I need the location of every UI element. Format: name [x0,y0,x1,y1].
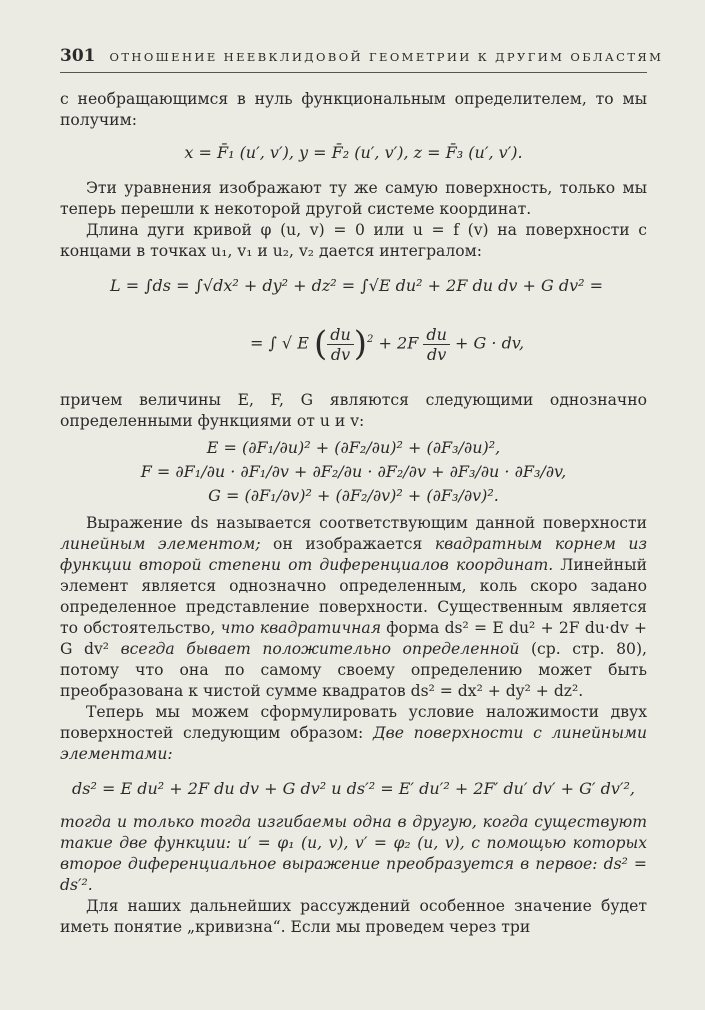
p5-text-g: форма ds² = E du² + 2F du·dv + G dv² [60,619,647,658]
running-header [60,46,664,73]
p6-text-a: Теперь мы можем сформулировать условие наложимости двух поверхностей следующим образом: [60,703,647,742]
paragraph-2: Эти уравнения изображают ту же самую поверхность, только мы теперь перешли к некоторой другой системе координат. [60,179,647,218]
frac-dv-den: dv [330,344,351,364]
p5-italic-f: что квадратичная [220,619,382,637]
frac-dv-den-2: dv [427,344,447,364]
arc-length-line-2: = ∫ √ E ( $\frac{du}{dv}$ )$^2$ + 2F $\frac{du}{dv}$ + G · dv, [250,324,525,364]
p5-text-e: Линейный элемент является однозначно определенным, коль скоро задано определенное представление поверхности. Существенным является то обстоятельство, [60,556,647,637]
paragraph-7 [60,812,647,896]
p5-italic-d: квадратным корнем из функции второй степени от диференциалов координат. [60,535,647,574]
paragraph-6 [60,702,647,765]
formula-efg [60,438,647,505]
arc-length-end: + G · dv, [455,333,525,353]
formula-arc-length [60,270,647,382]
formula-line-elements: ds² = E du² + 2F du dv + G dv² и ds′² = E′ du′² + 2F′ du′ dv′ + G′ dv′², [72,779,635,798]
arc-length-line-1: L = ∫ds = ∫√dx² + dy² + dz² = ∫√E du² + 2F du dv + G dv² = [110,276,604,295]
p5-italic-b: линейным элементом; [60,535,261,553]
paragraph-3: Длина дуги кривой φ (u, v) = 0 или u = f (v) на поверхности с концами в точках u₁, v₁ и u₂, v₂ дается интегралом: [60,221,647,260]
paragraph-8: Для наших дальнейших рассуждений особенное значение будет иметь понятие „кривизна“. Если мы проведем через три [60,897,647,936]
formula-E: E = (∂F₁/∂u)² + (∂F₂/∂u)² + (∂F₃/∂u)², [206,438,501,457]
p5-italic-h: всегда бывает положительно определенной [120,640,520,658]
frac-du-num-2: du [423,325,450,345]
paragraph-5 [60,513,647,702]
p5-text-i: (ср. стр. 80), потому что она по самому своему определению может быть преобразована к чистой сумме квадратов ds² = dx² + dy² + dz². [60,640,647,700]
frac-du-num: du [327,325,354,345]
running-title: ОТНОШЕНИЕ НЕЕВКЛИДОВОЙ ГЕОМЕТРИИ К ДРУГИМ ОБЛАСТЯМ [109,50,664,64]
paragraph-4: причем величины E, F, G являются следующими однозначно определенными функциями от u и v: [60,391,647,430]
formula-F: F = ∂F₁/∂u · ∂F₁/∂v + ∂F₂/∂u · ∂F₂/∂v + ∂F₃/∂u · ∂F₃/∂v, [140,462,567,481]
p7-italic: тогда и только тогда изгибаемы одна в другую, когда существуют такие две функции: u′ = φ₁ (u, v), v′ = φ₂ (u, v), с помощью которых второе диференциальное выражение преобразуется в первое: ds² = ds′². [60,813,647,894]
arc-length-line-2-start: = ∫ √ E [250,333,309,353]
p6-italic-b: Две поверхности с линейными элементами: [60,724,647,763]
formula-G: G = (∂F₁/∂v)² + (∂F₂/∂v)² + (∂F₃/∂v)². [208,486,499,505]
p5-text-c: он изображается [260,535,435,553]
p5-text-a: Выражение ds называется соответствующим данной поверхности [86,514,647,532]
arc-length-mid: + 2F [378,333,419,353]
formula-transform: x = F̄₁ (u′, v′), y = F̄₂ (u′, v′), z = F̄₃ (u′, v′). [184,143,523,162]
paragraph-1: с необращающимся в нуль функциональным определителем, то мы получим: [60,90,647,129]
page-number: 301 [60,46,96,66]
